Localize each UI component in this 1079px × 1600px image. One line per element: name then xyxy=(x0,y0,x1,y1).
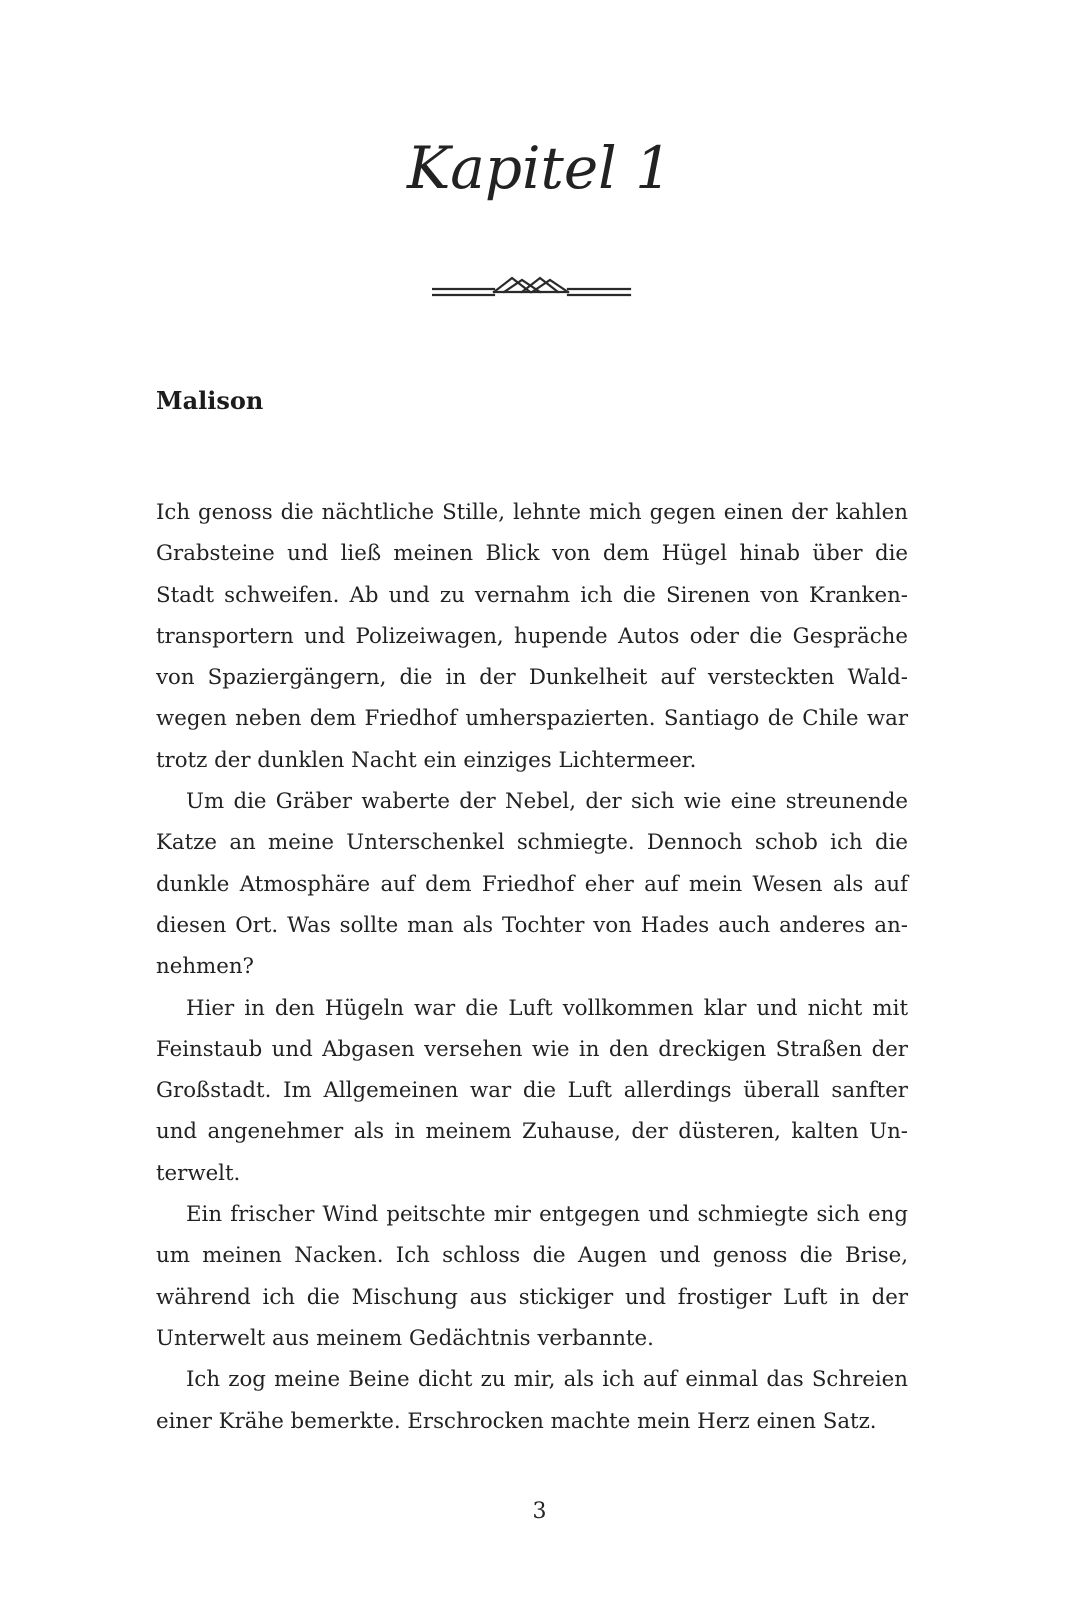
paragraph: Um die Gräber waberte der Nebel, der sich wie eine streunende Katze an meine Unterschenkel schmiegte. Dennoch schob ich die dunkle Atmosphäre auf dem Friedhof eher auf mein Wesen als auf diesen Ort. Was sollte man als Tochter von Hades auch anderes annehmen? xyxy=(156,789,908,980)
paragraph: Ich genoss die nächtliche Stille, lehnte mich gegen einen der kahlen Grabsteine und ließ meinen Blick von dem Hügel hinab über die Stadt schweifen. Ab und zu vernahm ich die Sirenen von Krankentransportern und Polizeiwagen, hupende Autos oder die Gespräche von Spaziergängern, die in der Dunkelheit auf versteckten Waldwegen neben dem Friedhof umherspazierten. Santiago de Chile war trotz der dunklen Nacht ein einziges Lichtermeer. xyxy=(156,500,908,773)
mountain-divider-icon xyxy=(432,276,632,306)
section-heading: Malison xyxy=(156,386,264,415)
page-number: 3 xyxy=(532,1499,547,1524)
paragraph: Ich zog meine Beine dicht zu mir, als ich auf einmal das Schreien einer Krähe bemerkte. Erschrocken machte mein Herz einen Satz. xyxy=(156,1367,908,1434)
paragraph: Ein frischer Wind peitschte mir entgegen und schmiegte sich eng um meinen Nacken. Ich schloss die Augen und genoss die Brise, während ich die Mischung aus stickiger und frostiger Luft in der Unterwelt aus meinem Gedächtnis verbannte. xyxy=(156,1202,908,1351)
body-text xyxy=(156,492,908,1442)
chapter-title: Kapitel 1 xyxy=(406,134,673,202)
paragraph: Hier in den Hügeln war die Luft vollkommen klar und nicht mit Feinstaub und Abgasen versehen wie in den dreckigen Straßen der Großstadt. Im Allgemeinen war die Luft allerdings überall sanfter und angenehmer als in meinem Zuhause, der düsteren, kalten Unterwelt. xyxy=(156,995,908,1186)
